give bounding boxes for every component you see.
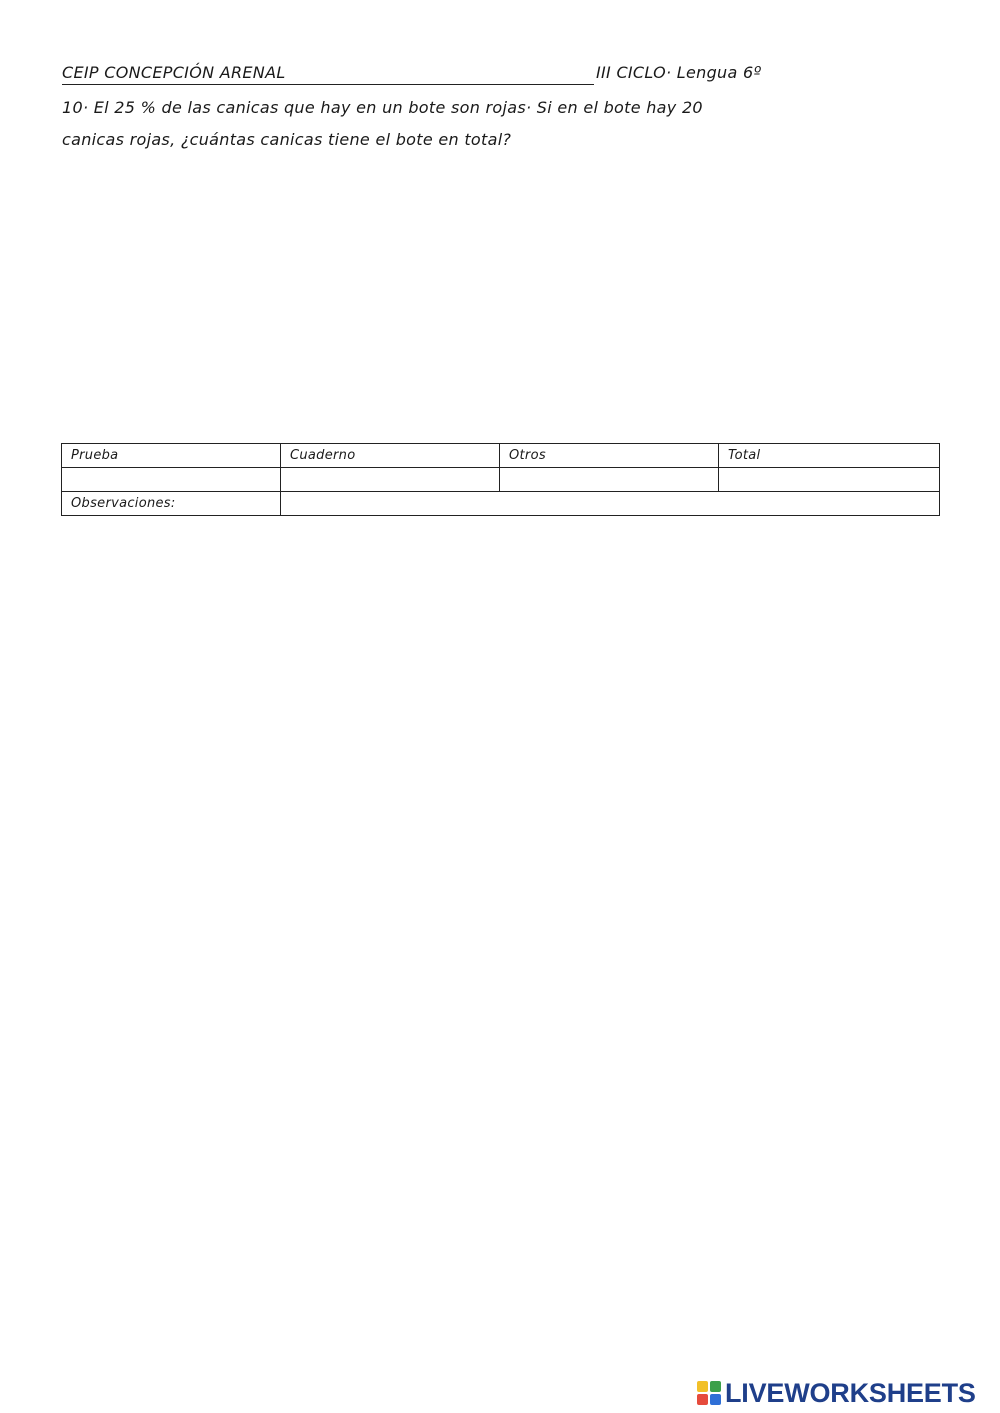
- question-line-2: canicas rojas, ¿cuántas canicas tiene el bote en total?: [62, 130, 512, 149]
- liveworksheets-logo-icon: [697, 1381, 721, 1405]
- logo-square-v: [697, 1394, 708, 1405]
- value-cell-cuaderno[interactable]: [281, 468, 500, 492]
- value-cell-otros[interactable]: [500, 468, 719, 492]
- header-cell-otros: Otros: [500, 444, 719, 468]
- question-text: [62, 92, 782, 156]
- logo-square-i: [710, 1381, 721, 1392]
- logo-square-e: [710, 1394, 721, 1405]
- course-label: III CICLO· Lengua 6º: [596, 63, 762, 82]
- logo-square-l: [697, 1381, 708, 1392]
- observations-field[interactable]: [281, 492, 940, 516]
- header-cell-cuaderno: Cuaderno: [281, 444, 500, 468]
- header-cell-prueba: Prueba: [62, 444, 281, 468]
- header-cell-total: Total: [719, 444, 940, 468]
- question-line-1: 10· El 25 % de las canicas que hay en un bote son rojas· Si en el bote hay 20: [62, 98, 703, 117]
- grades-value-row: [62, 468, 940, 492]
- value-cell-total[interactable]: [719, 468, 940, 492]
- worksheet-header: [62, 62, 782, 86]
- liveworksheets-brand-text: LIVEWORKSHEETS: [725, 1378, 976, 1408]
- grades-table: [61, 443, 940, 516]
- observations-label: Observaciones:: [62, 492, 281, 516]
- grades-header-row: [62, 444, 940, 468]
- liveworksheets-logo: [697, 1377, 976, 1409]
- observations-row: [62, 492, 940, 516]
- school-name: CEIP CONCEPCIÓN ARENAL: [62, 62, 594, 85]
- value-cell-prueba[interactable]: [62, 468, 281, 492]
